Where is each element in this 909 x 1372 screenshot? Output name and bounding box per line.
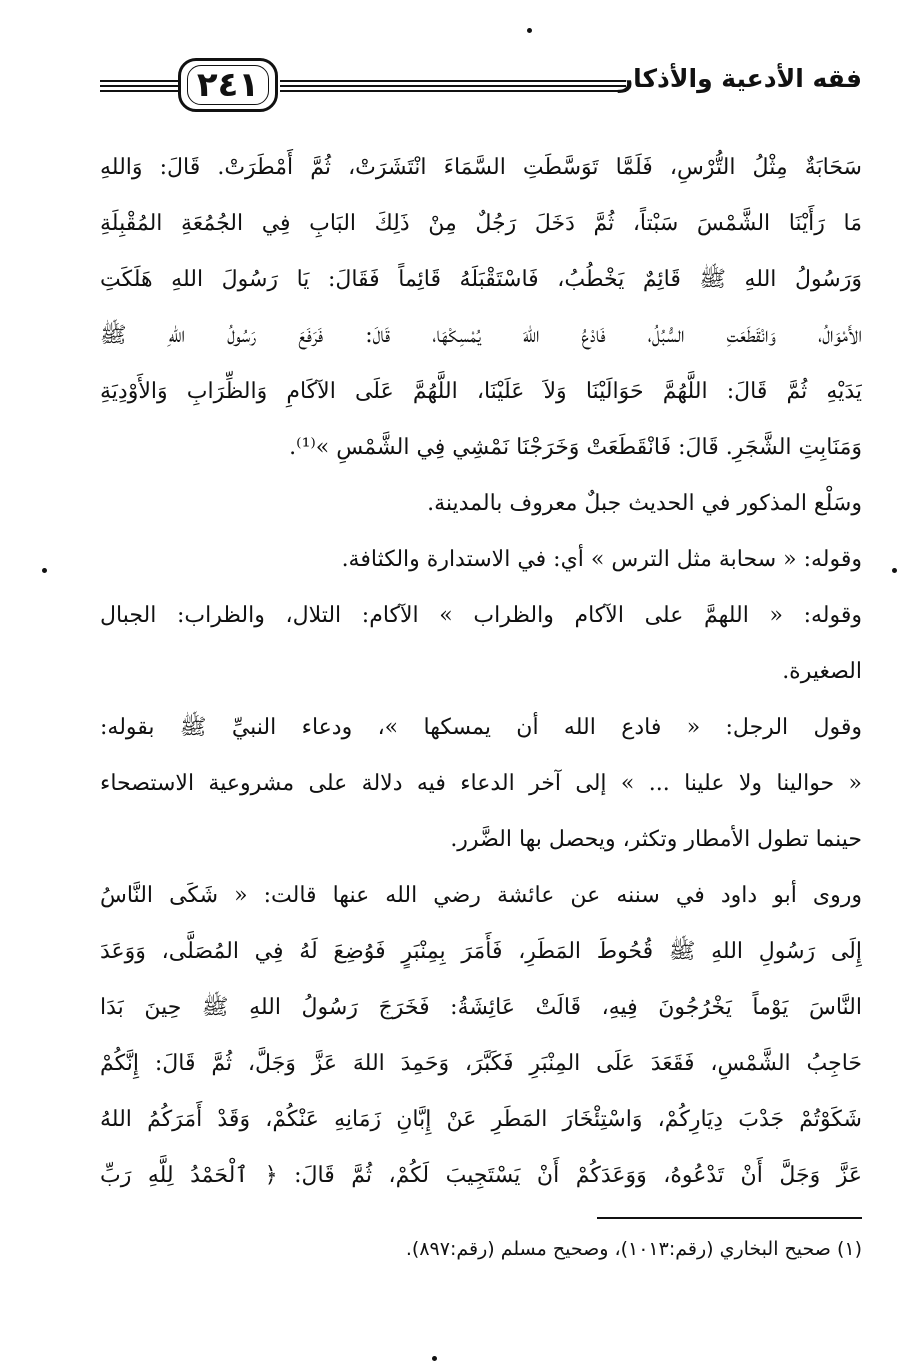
text-line: الصغيرة. [782, 659, 862, 684]
scan-speck [432, 1356, 437, 1361]
text-line: عَزَّ وَجَلَّ أَنْ تَدْعُوهُ، وَوَعَدَكُمْ أَنْ يَسْتَجِيبَ لَكُمْ، ثُمَّ قَالَ: ﴿ ٱلْحَمْدُ لِلَّهِ رَبِّ [100, 1163, 862, 1188]
text-line: النَّاسَ يَوْماً يَخْرُجُونَ فِيهِ، قَالَتْ عَائِشَةُ: فَخَرَجَ رَسُولُ اللهِ ﷺ حِينَ بَدَا [100, 995, 862, 1020]
header-rule [100, 80, 178, 82]
text-line: مَا رَأَيْنَا الشَّمْسَ سَبْتاً، ثُمَّ دَخَلَ رَجُلٌ مِنْ ذَلِكَ البَابِ فِي الجُمُعَةِ المُقْبِلَةِ [100, 211, 862, 236]
text-line: إِلَى رَسُولِ اللهِ ﷺ قُحُوطَ المَطَرِ، فَأَمَرَ بِمِنْبَرٍ فَوُضِعَ لَهُ فِي المُصَلَّى، وَوَعَدَ [100, 939, 862, 964]
footnote: (١) صحيح البخاري (رقم:١٠١٣)، وصحيح مسلم (رقم:٨٩٧). [405, 1238, 862, 1260]
text-line: وَمَنَابِتِ الشَّجَرِ. قَالَ: فَانْقَطَعَتْ وَخَرَجْنَا نَمْشِي فِي الشَّمْسِ »⁽¹⁾. [289, 435, 862, 460]
text-line: « حوالينا ولا علينا ... » إلى آخر الدعاء فيه دلالة على مشروعية الاستصحاء [100, 771, 862, 796]
page-header [100, 58, 862, 128]
scan-speck [527, 28, 532, 33]
scan-speck [892, 568, 897, 573]
scan-speck [42, 568, 47, 573]
text-line: وَرَسُولُ اللهِ ﷺ قَائِمٌ يَخْطُبُ، فَاسْتَقْبَلَهُ قَائِماً فَقَالَ: يَا رَسُولَ اللهِ هَلَكَتِ [100, 267, 862, 292]
text-line: حينما تطول الأمطار وتكثر، ويحصل بها الضَّرر. [450, 827, 862, 852]
text-line: وقول الرجل: « فادع الله أن يمسكها »، ودعاء النبيِّ ﷺ بقوله: [100, 715, 862, 740]
text-line: حَاجِبُ الشَّمْسِ، فَقَعَدَ عَلَى المِنْبَرِ فَكَبَّرَ، وَحَمِدَ اللهَ عَزَّ وَجَلَّ، ثُمَّ قَالَ: إِنَّكُمْ [100, 1051, 862, 1076]
text-line: وروى أبو داود في سننه عن عائشة رضي الله عنها قالت: « شَكَى النَّاسُ [100, 883, 862, 908]
header-rule [100, 85, 178, 87]
body-text [100, 140, 862, 1204]
page-number: ٢٤١ [178, 58, 278, 112]
text-line: يَدَيْهِ ثُمَّ قَالَ: اللَّهُمَّ حَوَالَيْنَا وَلاَ عَلَيْنَا، اللَّهُمَّ عَلَى الآكَامِ وَالظِّرَابِ وَالأَوْدِيَةِ [100, 379, 862, 404]
header-rule [100, 90, 178, 92]
footnote-separator [597, 1217, 862, 1219]
running-title: فقه الأدعية والأذكار [618, 64, 862, 93]
text-line: وقوله: « سحابة مثل الترس » أي: في الاستدارة والكثافة. [341, 547, 862, 572]
text-line: الأَمْوَالُ، وَانْقَطَعَتِ السُّبُلُ، فَادْعُ اللهَ يُمْسِكْهَا، قَالَ: فَرَفَعَ رَسُولُ اللهِ ﷺ [100, 323, 862, 348]
text-line: شَكَوْتُمْ جَدْبَ دِيَارِكُمْ، وَاسْتِئْخَارَ المَطَرِ عَنْ إِبَّانِ زَمَانِهِ عَنْكُمْ، وَقَدْ أَمَرَكُمُ اللهُ [100, 1107, 862, 1132]
text-line: وسَلْع المذكور في الحديث جبلٌ معروف بالمدينة. [427, 491, 862, 516]
text-line: وقوله: « اللهمَّ على الآكام والظراب » الآكام: التلال، والظراب: الجبال [100, 603, 862, 628]
text-line: سَحَابَةٌ مِثْلُ التُّرْسِ، فَلَمَّا تَوَسَّطَتِ السَّمَاءَ انْتَشَرَتْ، ثُمَّ أَمْطَرَتْ. قَالَ: وَاللهِ [100, 155, 862, 180]
